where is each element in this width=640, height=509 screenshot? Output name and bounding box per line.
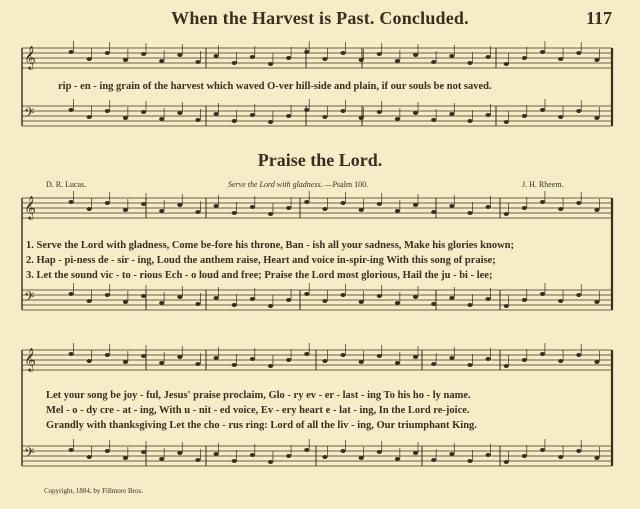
hymn-system-2-bass-note xyxy=(359,456,364,460)
top-system-treble-note xyxy=(377,52,382,56)
hymn-system-1-bass-note xyxy=(105,293,110,297)
hymn-system-1-treble-note xyxy=(576,201,581,205)
hymn-system-1-treble-note xyxy=(594,208,599,212)
hymn-system-2-treble-note xyxy=(522,358,527,362)
hymn-system-2-bass-note xyxy=(413,451,418,455)
top-system-bass-note xyxy=(395,117,400,121)
hymn-system-2-treble-note xyxy=(486,357,491,361)
hymn-system-2-treble-clef: 𝄞 xyxy=(24,347,36,371)
top-system-bass-clef: 𝄢 xyxy=(24,105,35,124)
top-system-bass-note xyxy=(467,119,472,123)
hymn-system-1-bass-note xyxy=(395,301,400,305)
verse-2-second-half: Mel - o - dy cre - at - ing, With u - nit - ed voice, Ev - ery heart e - lat - ing, In the Lord re-joice. xyxy=(46,405,470,416)
hymn-system-2-bass-clef: 𝄢 xyxy=(24,445,35,464)
author-credit: D. R. Lucas. xyxy=(46,180,87,189)
top-system-bass-note xyxy=(522,114,527,118)
hymn-system-1-treble-note xyxy=(68,200,73,204)
page-header-title: When the Harvest is Past. Concluded. xyxy=(171,8,469,28)
hymn-system-1-treble-note xyxy=(87,207,92,211)
top-system-treble-note xyxy=(522,56,527,60)
hymn-system-2-treble-note xyxy=(395,361,400,365)
top-system-treble-note xyxy=(359,58,364,62)
hymn-system-2-bass-note xyxy=(195,458,200,462)
hymn-system-1-treble-note xyxy=(395,209,400,213)
hymn-system-2-bass-note xyxy=(304,448,309,452)
hymn-system-1-bass-note xyxy=(177,295,182,299)
top-system-bass-note xyxy=(177,111,182,115)
hymn-system-1-bass-note xyxy=(68,292,73,296)
hymn-system-2-bass-note xyxy=(558,455,563,459)
top-system-treble-note xyxy=(159,59,164,63)
top-system-bass-note xyxy=(286,114,291,118)
copyright-notice: Copyright, 1884, by Fillmore Bros. xyxy=(44,487,143,495)
hymn-system-1-treble-note xyxy=(286,206,291,210)
top-system-treble-note xyxy=(322,57,327,61)
hymn-system-1-bass-note xyxy=(413,295,418,299)
top-system-bass-note xyxy=(195,118,200,122)
hymn-system-2-treble-note xyxy=(504,364,509,368)
hymn-system-2-bass-note xyxy=(340,449,345,453)
hymn-system-2-bass-note xyxy=(268,460,273,464)
hymn-system-1-bass-note xyxy=(540,292,545,296)
top-system-bass-note xyxy=(576,109,581,113)
hymn-system-1-treble-note xyxy=(486,205,491,209)
hymn-system-1-treble-note xyxy=(522,206,527,210)
hymn-system-1-treble-note xyxy=(250,205,255,209)
hymn-system-2-treble-note xyxy=(377,354,382,358)
top-system-bass-note xyxy=(359,116,364,120)
hymn-system-2-bass-note xyxy=(123,456,128,460)
hymn-system-1-treble-note xyxy=(232,211,237,215)
hymn-system-1-bass-note xyxy=(594,300,599,304)
hymn-system-2-bass-note xyxy=(141,450,146,454)
hymn-system-1-bass-note xyxy=(467,303,472,307)
hymn-system-1-bass-note xyxy=(304,292,309,296)
hymn-system-2-bass-note xyxy=(87,455,92,459)
top-system-treble-note xyxy=(431,60,436,64)
hymn-system-1-treble-note xyxy=(105,201,110,205)
hymn-system-2-treble-note xyxy=(141,354,146,358)
top-system-treble-clef: 𝄞 xyxy=(24,45,36,69)
top-system-treble-note xyxy=(467,61,472,65)
top-system-bass-note xyxy=(141,110,146,114)
top-system-bass-note xyxy=(340,109,345,113)
top-system-bass-note xyxy=(540,108,545,112)
hymn-system-2-bass-note xyxy=(105,449,110,453)
top-system-bass-note xyxy=(159,117,164,121)
hymn-system-1-treble-note xyxy=(123,208,128,212)
hymn-system-2-bass-note xyxy=(594,456,599,460)
top-system-treble-note xyxy=(395,59,400,63)
hymn-system-2-treble-note xyxy=(87,359,92,363)
hymn-system-1-bass-note xyxy=(268,304,273,308)
page-number: 117 xyxy=(585,8,612,28)
hymn-system-1-bass-note xyxy=(486,297,491,301)
hymn-system-1-bass-note xyxy=(431,302,436,306)
hymn-system-2-bass-note xyxy=(232,459,237,463)
top-system-treble-note xyxy=(340,51,345,55)
hymn-system-1-treble-note xyxy=(504,212,509,216)
hymn-system-2-bass-note xyxy=(322,455,327,459)
hymn-system-1-treble-note xyxy=(159,209,164,213)
top-system-bass-note xyxy=(105,109,110,113)
top-system-treble-note xyxy=(87,57,92,61)
top-system-bass-note xyxy=(123,116,128,120)
hymn-system-2-treble-note xyxy=(594,360,599,364)
hymn-system-2-treble-note xyxy=(123,360,128,364)
hymn-system-1-bass-note xyxy=(322,299,327,303)
hymn-system-2-treble-note xyxy=(304,352,309,356)
top-system-bass-note xyxy=(87,115,92,119)
hymn-system-1-bass-note xyxy=(214,296,219,300)
hymn-title: Praise the Lord. xyxy=(257,150,383,170)
hymn-system-2-treble-note xyxy=(322,359,327,363)
verse-3-second-half: Grandly with thanksgiving Let the cho - rus ring: Lord of all the liv - ing, Our triumphant King. xyxy=(46,420,477,431)
verse-3-first-half: 3. Let the sound vic - to - rious Ech - o loud and free; Praise the Lord most glorious, Hail the ju - bi - lee; xyxy=(26,270,493,281)
top-system-bass-note xyxy=(413,111,418,115)
top-system-bass-note xyxy=(594,116,599,120)
hymn-system-1-bass-note xyxy=(576,293,581,297)
hymn-system-1-treble-note xyxy=(431,210,436,214)
top-system-treble-note xyxy=(486,55,491,59)
hymn-system-2-bass-note xyxy=(504,460,509,464)
top-system-treble-note xyxy=(250,55,255,59)
hymn-system-1-treble-note xyxy=(413,203,418,207)
hymn-system-1-bass-note xyxy=(195,302,200,306)
scripture-reference: —Psalm 100. xyxy=(324,180,369,189)
top-system-treble-note xyxy=(214,54,219,58)
hymn-system-2-treble-note xyxy=(431,362,436,366)
hymn-system-2-bass-note xyxy=(522,454,527,458)
hymn-system-2-treble-note xyxy=(340,353,345,357)
verse-1-first-half: 1. Serve the Lord with gladness, Come be-fore his throne, Ban - ish all your sadness, Make his glories known; xyxy=(26,240,514,251)
hymn-system-2-bass-note xyxy=(68,448,73,452)
hymn-system-1-bass-note xyxy=(123,300,128,304)
top-system-bass-note xyxy=(250,113,255,117)
scripture-credit xyxy=(228,180,368,189)
hymn-system-1-treble-note xyxy=(359,208,364,212)
hymn-system-2-bass-note xyxy=(576,449,581,453)
top-system-treble-note xyxy=(413,53,418,57)
top-system-treble-note xyxy=(558,57,563,61)
composer-credit: J. H. Rheem. xyxy=(522,180,564,189)
hymn-system-2-treble-note xyxy=(232,363,237,367)
verse-2-first-half: 2. Hap - pi-ness de - sir - ing, Loud the anthem raise, Heart and voice in-spir-ing With this song of praise; xyxy=(26,255,496,266)
hymn-system-1-treble-note xyxy=(540,200,545,204)
hymn-system-2-bass-note xyxy=(250,453,255,457)
hymn-system-2-treble-note xyxy=(159,361,164,365)
hymn-system-2-bass-note xyxy=(486,453,491,457)
hymn-system-1-treble-note xyxy=(558,207,563,211)
top-system-bass-note xyxy=(486,113,491,117)
scripture-text: Serve the Lord with gladness. xyxy=(228,180,323,189)
hymn-system-1-bass-note xyxy=(87,299,92,303)
hymn-system-1-treble-note xyxy=(467,211,472,215)
hymn-system-1-bass-note xyxy=(232,303,237,307)
hymn-system-2-bass-note xyxy=(377,450,382,454)
hymn-system-2-bass-note xyxy=(449,452,454,456)
hymn-system-2-bass-note xyxy=(540,448,545,452)
hymn-system-1-bass-note xyxy=(558,299,563,303)
hymn-system-2-treble-note xyxy=(250,357,255,361)
hymn-system-1-bass-note xyxy=(377,294,382,298)
top-system-bass-note xyxy=(214,112,219,116)
hymn-system-2-bass-note xyxy=(159,457,164,461)
hymn-system-2-treble-note xyxy=(177,355,182,359)
hymn-system-1-treble-note xyxy=(141,202,146,206)
hymn-system-2-bass-note xyxy=(214,452,219,456)
top-system-treble-note xyxy=(286,56,291,60)
hymn-system-2-treble-note xyxy=(449,356,454,360)
top-system-treble-note xyxy=(232,61,237,65)
hymn-system-1-bass-note xyxy=(286,298,291,302)
top-system-treble-note xyxy=(449,54,454,58)
hymn-system-2-treble-note xyxy=(105,353,110,357)
hymn-system-2-treble-note xyxy=(467,363,472,367)
hymn-system-2-treble-note xyxy=(68,352,73,356)
top-system-treble-note xyxy=(268,62,273,66)
top-system-bass-note xyxy=(377,110,382,114)
hymn-system-2-treble-note xyxy=(214,356,219,360)
top-system-bass-note xyxy=(322,115,327,119)
hymn-system-1-treble-note xyxy=(304,200,309,204)
top-system-treble-note xyxy=(304,50,309,54)
hymn-system-1-bass-note xyxy=(449,296,454,300)
hymn-system-1-bass-note xyxy=(359,300,364,304)
hymn-system-2-treble-note xyxy=(359,360,364,364)
top-system-bass-note xyxy=(504,120,509,124)
hymn-system-2-bass-note xyxy=(177,451,182,455)
hymn-system-2-treble-note xyxy=(413,355,418,359)
top-system-lyric: rip - en - ing grain of the harvest which waved O-ver hill-side and plain, if our souls be not saved. xyxy=(58,81,492,92)
hymn-system-1-treble-note xyxy=(177,203,182,207)
hymn-system-2-bass-note xyxy=(467,459,472,463)
top-system-treble-note xyxy=(594,58,599,62)
hymn-system-2-bass-note xyxy=(395,457,400,461)
hymn-system-2-treble-note xyxy=(195,362,200,366)
hymn-system-1-treble-note xyxy=(214,204,219,208)
top-system-treble-note xyxy=(576,51,581,55)
hymn-system-1-treble-note xyxy=(268,212,273,216)
hymn-system-1-treble-note xyxy=(195,210,200,214)
hymn-system-1-treble-clef: 𝄞 xyxy=(24,195,36,219)
top-system-treble-note xyxy=(123,58,128,62)
hymn-system-1-bass-note xyxy=(159,301,164,305)
hymn-system-2-treble-note xyxy=(286,358,291,362)
hymn-system-2-bass-note xyxy=(431,458,436,462)
hymn-system-2-treble-note xyxy=(540,352,545,356)
top-system-treble-note xyxy=(141,52,146,56)
hymn-system-1-treble-note xyxy=(377,202,382,206)
hymn-system-1-treble-note xyxy=(322,207,327,211)
hymn-system-1-bass-note xyxy=(504,304,509,308)
top-system-treble-note xyxy=(504,62,509,66)
top-system-treble-note xyxy=(68,50,73,54)
top-system-bass-note xyxy=(304,108,309,112)
hymn-system-1-treble-note xyxy=(340,201,345,205)
top-system-bass-note xyxy=(449,112,454,116)
top-system-bass-note xyxy=(232,119,237,123)
top-system-treble-note xyxy=(177,53,182,57)
hymn-system-1-bass-note xyxy=(250,297,255,301)
hymn-system-1-bass-note xyxy=(141,294,146,298)
hymn-system-1-treble-note xyxy=(449,204,454,208)
hymn-system-2-bass-note xyxy=(286,454,291,458)
hymn-system-2-treble-note xyxy=(558,359,563,363)
top-system-treble-note xyxy=(195,60,200,64)
top-system-bass-note xyxy=(68,108,73,112)
hymn-system-1-bass-note xyxy=(340,293,345,297)
top-system-treble-note xyxy=(105,51,110,55)
hymn-system-1-bass-note xyxy=(522,298,527,302)
top-system-bass-note xyxy=(558,115,563,119)
top-system-bass-note xyxy=(268,120,273,124)
hymn-system-2-treble-note xyxy=(576,353,581,357)
hymn-system-1-bass-clef: 𝄢 xyxy=(24,289,35,308)
verse-1-second-half: Let your song be joy - ful, Jesus' praise proclaim, Glo - ry ev - er - last - ing To his ho - ly name. xyxy=(46,390,471,401)
top-system-bass-note xyxy=(431,118,436,122)
top-system-treble-note xyxy=(540,50,545,54)
hymn-system-2-treble-note xyxy=(268,364,273,368)
